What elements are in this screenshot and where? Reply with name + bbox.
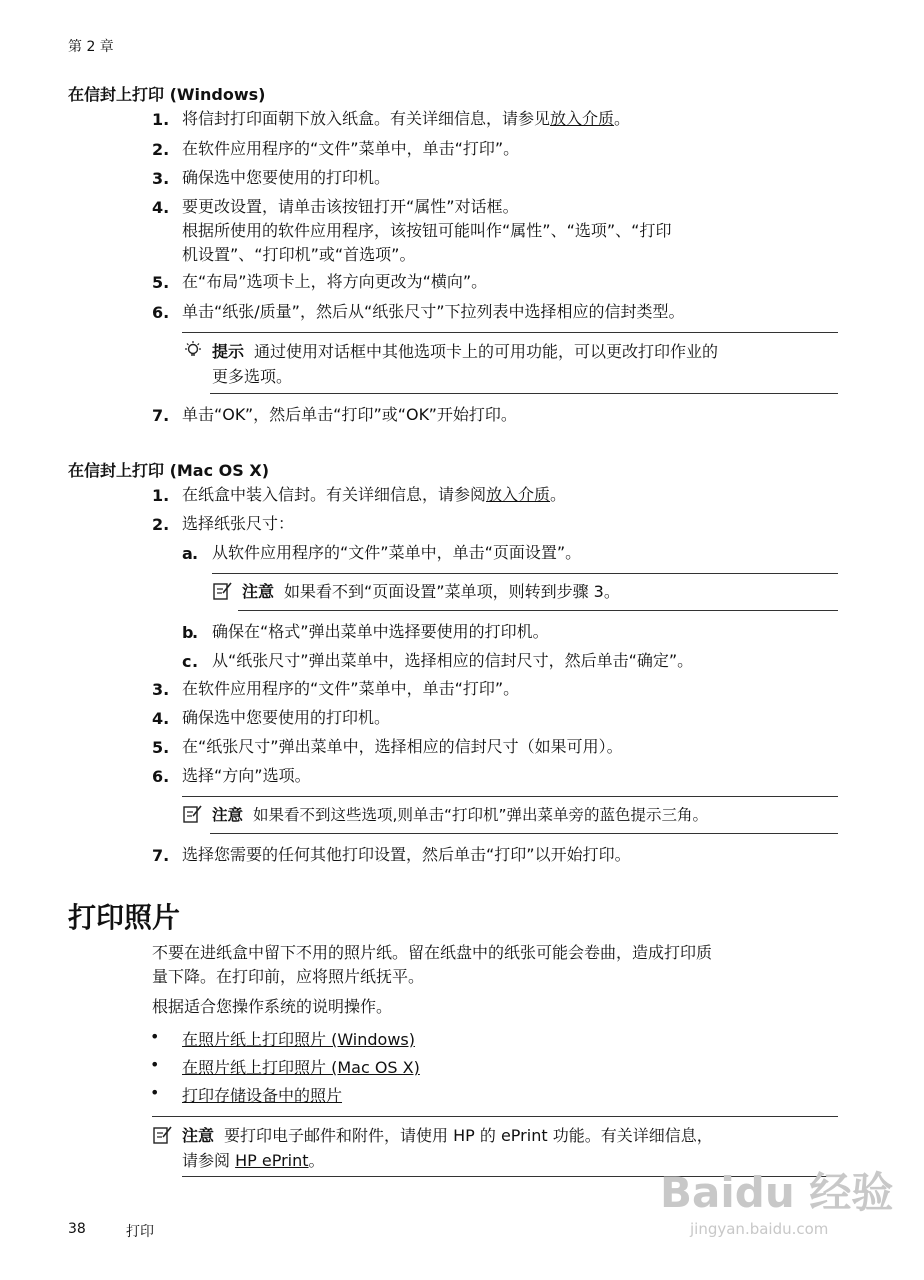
step-text: 选择“方向”选项。 <box>182 766 311 785</box>
paragraph: 根据适合您操作系统的说明操作。 <box>152 997 393 1016</box>
print-photo-windows-link[interactable]: 在照片纸上打印照片 (Windows) <box>182 1030 415 1049</box>
note-text: 如果看不到“页面设置”菜单项，则转到步骤 3。 <box>284 582 620 601</box>
step-number: 5. <box>152 273 170 292</box>
step-text: 选择纸张尺寸： <box>182 514 295 533</box>
tip-label: 提示 <box>212 342 245 361</box>
divider <box>210 833 838 834</box>
lightbulb-icon <box>182 340 204 362</box>
note-label: 注意 <box>242 582 275 601</box>
substep-letter: c <box>182 652 192 671</box>
step-number: 1. <box>152 486 170 505</box>
list-item <box>150 1083 343 1105</box>
step-text: 确保选中您要使用的打印机。 <box>182 168 391 187</box>
note-text: 。 <box>308 1151 325 1170</box>
bullet-icon: • <box>150 1083 160 1102</box>
note-text: 请参阅 <box>182 1151 236 1170</box>
divider <box>152 1116 838 1117</box>
step-text: 要更改设置，请单击该按钮打开“属性”对话框。 <box>182 197 519 216</box>
load-media-link[interactable]: 放入介质 <box>486 485 551 504</box>
step-number: 7. <box>152 846 170 865</box>
note-pencil-icon <box>182 803 204 825</box>
step-text: 单击“纸张/质量”，然后从“纸张尺寸”下拉列表中选择相应的信封类型。 <box>182 302 685 321</box>
hp-eprint-link[interactable]: HP ePrint <box>235 1151 309 1170</box>
section-heading-windows: 在信封上打印 (Windows) <box>68 85 266 104</box>
note-label: 注意 <box>212 806 244 824</box>
substep-letter: b <box>182 623 194 642</box>
note-pencil-icon <box>212 580 234 602</box>
step-text: 在纸盒中装入信封。有关详细信息，请参阅 <box>182 485 487 504</box>
divider <box>210 393 838 394</box>
step-text: 在“纸张尺寸”弹出菜单中，选择相应的信封尺寸（如果可用）。 <box>182 737 623 756</box>
divider <box>212 573 838 574</box>
load-media-link[interactable]: 放入介质 <box>550 109 615 128</box>
step-text: 。 <box>614 109 631 128</box>
section-heading-mac: 在信封上打印 (Mac OS X) <box>68 461 270 480</box>
print-storage-photo-link[interactable]: 打印存储设备中的照片 <box>182 1086 343 1105</box>
divider <box>238 610 838 611</box>
step-text: 单击“OK”，然后单击“打印”或“OK”开始打印。 <box>182 405 517 424</box>
step-text: 在软件应用程序的“文件”菜单中，单击“打印”。 <box>182 679 520 698</box>
step-text: 在软件应用程序的“文件”菜单中，单击“打印”。 <box>182 139 520 158</box>
step-number: 6. <box>152 767 170 786</box>
chapter-label: 第 2 章 <box>68 39 114 55</box>
note-text: 如果看不到这些选项,则单击“打印机”弹出菜单旁的蓝色提示三角。 <box>253 806 709 824</box>
step-number: 3. <box>152 680 170 699</box>
note-pencil-icon <box>152 1124 174 1146</box>
step-number: 7. <box>152 406 170 425</box>
step-text-line2: 根据所使用的软件应用程序，该按钮可能叫作“属性”、“选项”、“打印 <box>182 221 672 240</box>
note-text: 要打印电子邮件和附件，请使用 HP 的 ePrint 功能。有关详细信息， <box>224 1126 713 1145</box>
substep-text: 从“纸张尺寸”弹出菜单中，选择相应的信封尺寸，然后单击“确定”。 <box>212 651 694 670</box>
step-text: 。 <box>550 485 567 504</box>
step-number: 3. <box>152 169 170 188</box>
divider <box>182 332 838 333</box>
step-number: 2. <box>152 140 170 159</box>
tip-text: 通过使用对话框中其他选项卡上的可用功能，可以更改打印作业的 <box>254 342 719 361</box>
step-text: 在“布局”选项卡上，将方向更改为“横向”。 <box>182 272 488 291</box>
step-number: 4. <box>152 198 170 217</box>
step-text-line3: 机设置”、“打印机”或“首选项”。 <box>182 245 416 264</box>
list-item <box>150 1027 415 1049</box>
step-text: 将信封打印面朝下放入纸盒。有关详细信息，请参见 <box>182 109 551 128</box>
section-heading-photos: 打印照片 <box>68 901 181 934</box>
list-item <box>150 1055 420 1077</box>
substep-text: 从软件应用程序的“文件”菜单中，单击“页面设置”。 <box>212 543 582 562</box>
watermark-url: jingyan.baidu.com <box>690 1220 829 1238</box>
page-number: 38 <box>68 1221 86 1237</box>
divider <box>182 796 838 797</box>
substep-text: 确保在“格式”弹出菜单中选择要使用的打印机。 <box>212 622 549 641</box>
step-number: 1. <box>152 110 170 129</box>
note-label: 注意 <box>182 1126 215 1145</box>
step-number: 5. <box>152 738 170 757</box>
paragraph: 量下降。在打印前，应将照片纸抚平。 <box>152 967 425 986</box>
step-number: 2. <box>152 515 170 534</box>
paragraph: 不要在进纸盒中留下不用的照片纸。留在纸盘中的纸张可能会卷曲，造成打印质 <box>152 943 713 962</box>
tip-text-line2: 更多选项。 <box>212 367 293 386</box>
step-number: 6. <box>152 303 170 322</box>
substep-letter: a <box>182 544 193 563</box>
watermark-logo: Baidu 经验 <box>660 1168 894 1217</box>
bullet-icon: • <box>150 1055 160 1074</box>
bullet-icon: • <box>150 1027 160 1046</box>
step-number: 4. <box>152 709 170 728</box>
footer-section: 打印 <box>126 1224 154 1240</box>
step-text: 选择您需要的任何其他打印设置，然后单击“打印”以开始打印。 <box>182 845 631 864</box>
print-photo-mac-link[interactable]: 在照片纸上打印照片 (Mac OS X) <box>182 1058 420 1077</box>
step-text: 确保选中您要使用的打印机。 <box>182 708 391 727</box>
